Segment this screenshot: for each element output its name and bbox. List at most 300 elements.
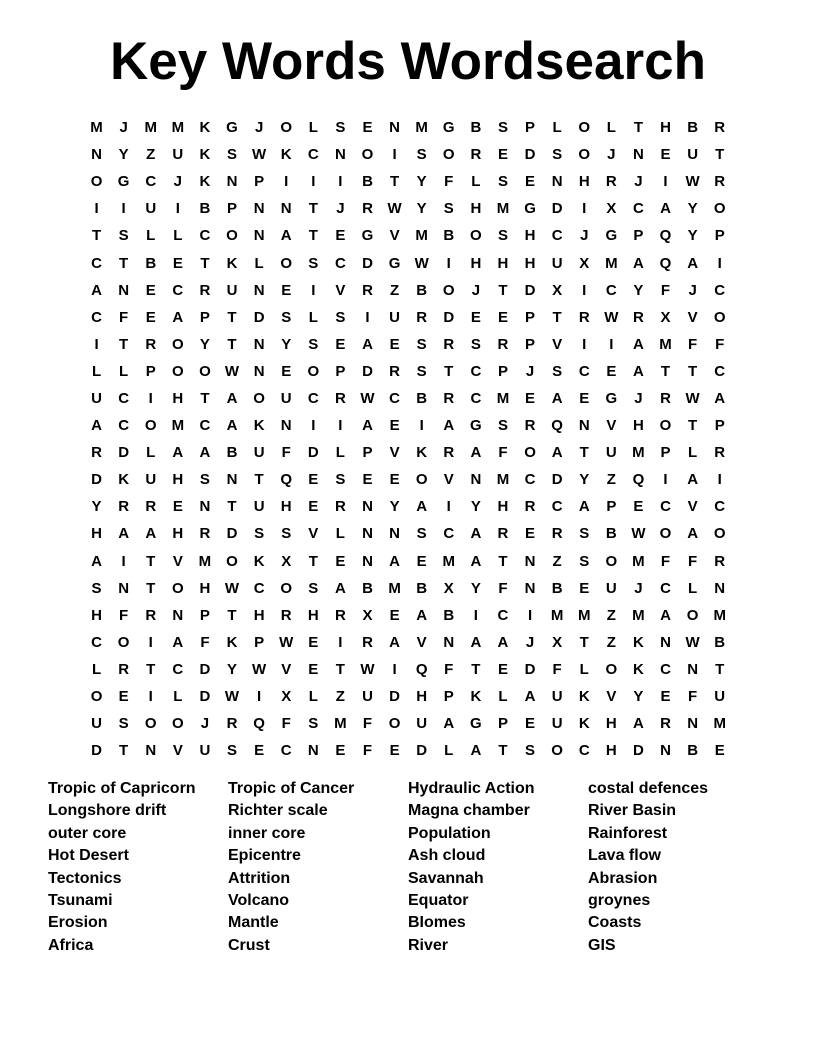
- grid-letter: A: [280, 227, 292, 245]
- grid-letter: R: [145, 335, 157, 353]
- grid-letter: D: [253, 308, 265, 326]
- grid-letter: K: [633, 660, 644, 678]
- grid-letter: W: [387, 200, 402, 218]
- grid-letter: I: [175, 200, 180, 218]
- word-list-item: Coasts: [588, 914, 642, 932]
- grid-letter: A: [443, 417, 455, 435]
- grid-letter: O: [307, 362, 320, 380]
- grid-letter: C: [199, 227, 211, 245]
- grid-letter: I: [446, 254, 451, 272]
- word-list-item: Tropic of Cancer: [228, 780, 355, 797]
- grid-letter: M: [496, 389, 510, 407]
- grid-letter: L: [335, 525, 345, 543]
- grid-letter: W: [252, 146, 267, 164]
- word-list-item: GIS: [588, 936, 616, 954]
- grid-letter: T: [688, 417, 698, 435]
- grid-letter: I: [311, 417, 316, 435]
- grid-letter: A: [389, 552, 400, 570]
- grid-letter: E: [470, 308, 481, 326]
- word-list-item: costal defences: [588, 780, 709, 797]
- word-list-item: Hot Desert: [48, 847, 129, 865]
- grid-letter: Q: [280, 471, 293, 489]
- grid-letter: B: [362, 579, 373, 597]
- grid-letter: K: [470, 688, 482, 706]
- grid-letter: H: [605, 715, 617, 733]
- grid-letter: W: [224, 579, 240, 597]
- word-list: [48, 778, 788, 957]
- grid-letter: F: [660, 281, 671, 299]
- word-list-item: Africa: [48, 936, 94, 954]
- grid-letter: I: [257, 688, 262, 706]
- word-list-item: Attrition: [228, 869, 291, 887]
- grid-letter: C: [578, 362, 590, 380]
- word-list-item: groynes: [588, 891, 651, 909]
- word-list-item: Tropic of Capricorn: [48, 780, 196, 797]
- grid-letter: G: [605, 227, 618, 245]
- grid-letter: H: [578, 173, 590, 191]
- grid-letter: K: [578, 715, 590, 733]
- grid-letter: N: [91, 146, 102, 164]
- grid-letter: U: [91, 715, 102, 733]
- grid-letter: C: [714, 281, 726, 299]
- grid-letter: O: [226, 227, 238, 245]
- grid-letter: K: [199, 119, 211, 137]
- grid-letter: N: [118, 281, 130, 299]
- grid-letter: N: [389, 119, 400, 137]
- grid-letter: E: [525, 525, 536, 543]
- grid-letter: E: [308, 471, 319, 489]
- grid-letter: F: [444, 173, 454, 191]
- grid-letter: I: [582, 281, 587, 299]
- grid-letter: M: [198, 552, 212, 570]
- grid-letter: O: [686, 606, 699, 624]
- grid-letter: D: [91, 471, 102, 489]
- grid-letter: T: [688, 362, 698, 380]
- grid-letter: R: [334, 498, 346, 516]
- grid-letter: E: [118, 688, 129, 706]
- grid-letter: I: [338, 173, 343, 191]
- grid-letter: B: [416, 579, 428, 597]
- grid-letter: Z: [146, 146, 156, 164]
- word-list-item: Abrasion: [588, 869, 658, 887]
- grid-letter: S: [416, 525, 427, 543]
- grid-letter: O: [713, 200, 726, 218]
- grid-letter: L: [308, 688, 318, 706]
- grid-letter: Y: [470, 579, 481, 597]
- grid-letter: V: [687, 498, 698, 516]
- grid-letter: N: [660, 633, 671, 651]
- grid-letter: C: [524, 471, 536, 489]
- grid-letter: U: [551, 254, 563, 272]
- grid-letter: R: [633, 308, 644, 326]
- grid-letter: S: [416, 362, 427, 380]
- grid-letter: H: [524, 254, 536, 272]
- grid-letter: E: [714, 742, 725, 760]
- grid-letter: B: [714, 633, 726, 651]
- word-list-item: Equator: [408, 891, 469, 909]
- grid-letter: H: [253, 606, 265, 624]
- grid-letter: S: [579, 552, 590, 570]
- grid-letter: K: [633, 633, 644, 651]
- grid-letter: Y: [199, 335, 210, 353]
- grid-letter: B: [416, 389, 428, 407]
- grid-letter: A: [416, 606, 428, 624]
- grid-letter: J: [525, 362, 535, 380]
- grid-letter: M: [415, 119, 428, 137]
- grid-letter: G: [524, 200, 536, 218]
- grid-letter: N: [226, 471, 238, 489]
- grid-letter: H: [605, 742, 617, 760]
- grid-letter: M: [334, 715, 347, 733]
- grid-letter: D: [91, 742, 102, 760]
- grid-letter: N: [199, 498, 211, 516]
- grid-letter: X: [281, 688, 292, 706]
- grid-letter: L: [471, 173, 481, 191]
- grid-letter: M: [713, 606, 726, 624]
- grid-letter: U: [714, 688, 726, 706]
- grid-letter: Z: [606, 633, 616, 651]
- grid-letter: C: [334, 254, 346, 272]
- grid-letter: I: [419, 417, 424, 435]
- grid-letter: N: [253, 227, 265, 245]
- grid-letter: U: [253, 444, 265, 462]
- grid-letter: A: [524, 688, 536, 706]
- grid-letter: O: [280, 254, 293, 272]
- grid-letter: R: [389, 362, 400, 380]
- grid-letter: W: [414, 254, 429, 272]
- grid-letter: A: [470, 742, 482, 760]
- grid-letter: C: [307, 389, 319, 407]
- grid-letter: S: [308, 254, 319, 272]
- grid-letter: R: [226, 715, 238, 733]
- grid-letter: A: [470, 525, 482, 543]
- grid-letter: E: [579, 579, 590, 597]
- grid-letter: E: [335, 742, 346, 760]
- grid-letter: A: [660, 606, 671, 624]
- grid-letter: J: [688, 281, 697, 299]
- grid-letter: J: [525, 633, 535, 651]
- grid-letter: R: [443, 389, 455, 407]
- grid-letter: K: [416, 444, 428, 462]
- grid-letter: D: [362, 362, 373, 380]
- grid-letter: V: [281, 660, 292, 678]
- grid-letter: J: [580, 227, 589, 245]
- grid-letter: F: [281, 715, 291, 733]
- grid-letter: U: [551, 688, 563, 706]
- grid-letter: G: [470, 715, 482, 733]
- grid-letter: N: [524, 552, 536, 570]
- word-list-item: outer core: [48, 824, 127, 842]
- grid-letter: T: [200, 254, 210, 272]
- grid-letter: U: [253, 498, 265, 516]
- grid-letter: T: [633, 119, 643, 137]
- grid-letter: D: [524, 146, 536, 164]
- grid-letter: W: [360, 660, 375, 678]
- grid-letter: V: [308, 525, 319, 543]
- grid-letter: D: [226, 525, 238, 543]
- grid-letter: E: [362, 471, 373, 489]
- grid-letter: A: [687, 525, 699, 543]
- grid-letter: D: [524, 281, 536, 299]
- grid-letter: Y: [416, 200, 427, 218]
- grid-letter: P: [145, 362, 156, 380]
- grid-letter: R: [334, 389, 346, 407]
- grid-letter: I: [527, 606, 533, 624]
- grid-letter: X: [552, 633, 563, 651]
- grid-letter: Y: [118, 146, 129, 164]
- grid-letter: Z: [335, 688, 345, 706]
- grid-letter: P: [443, 688, 454, 706]
- grid-letter: N: [172, 606, 184, 624]
- grid-letter: I: [582, 335, 587, 353]
- grid-letter: E: [633, 498, 644, 516]
- grid-letter: M: [442, 552, 456, 570]
- grid-letter: O: [605, 660, 618, 678]
- grid-letter: O: [578, 119, 591, 137]
- grid-letter: O: [524, 444, 536, 462]
- grid-letter: A: [687, 254, 699, 272]
- grid-letter: F: [688, 335, 698, 353]
- grid-letter: F: [362, 715, 373, 733]
- grid-letter: N: [253, 362, 265, 380]
- grid-letter: R: [443, 335, 455, 353]
- grid-letter: B: [470, 119, 482, 137]
- grid-letter: C: [578, 742, 590, 760]
- grid-letter: J: [200, 715, 210, 733]
- grid-letter: M: [550, 606, 564, 624]
- grid-letter: I: [148, 389, 153, 407]
- grid-letter: R: [334, 606, 346, 624]
- grid-letter: E: [254, 742, 265, 760]
- grid-letter: H: [470, 200, 482, 218]
- grid-letter: H: [307, 606, 319, 624]
- grid-letter: T: [146, 552, 156, 570]
- grid-letter: I: [311, 173, 316, 191]
- grid-letter: K: [118, 471, 130, 489]
- grid-letter: H: [660, 119, 671, 137]
- grid-letter: I: [121, 552, 126, 570]
- grid-letter: L: [146, 444, 156, 462]
- grid-letter: R: [145, 498, 157, 516]
- grid-letter: T: [146, 579, 156, 597]
- grid-letter: S: [335, 308, 346, 326]
- grid-letter: T: [552, 308, 562, 326]
- grid-letter: C: [470, 389, 482, 407]
- grid-letter: X: [552, 281, 563, 299]
- grid-letter: C: [172, 281, 184, 299]
- grid-letter: P: [660, 444, 671, 462]
- grid-letter: B: [687, 119, 699, 137]
- grid-letter: G: [470, 417, 482, 435]
- grid-letter: M: [496, 200, 510, 218]
- grid-letter: F: [688, 688, 698, 706]
- grid-letter: I: [94, 335, 99, 353]
- grid-letter: K: [253, 552, 265, 570]
- grid-letter: C: [91, 254, 102, 272]
- grid-letter: F: [281, 444, 291, 462]
- grid-letter: V: [606, 417, 617, 435]
- word-list-item: inner core: [228, 824, 306, 842]
- grid-letter: I: [609, 335, 614, 353]
- grid-letter: U: [226, 281, 238, 299]
- grid-letter: D: [199, 660, 211, 678]
- grid-letter: C: [551, 498, 563, 516]
- grid-letter: S: [470, 335, 481, 353]
- grid-letter: T: [308, 552, 318, 570]
- grid-letter: T: [91, 227, 102, 245]
- grid-letter: A: [362, 417, 373, 435]
- grid-letter: U: [199, 742, 211, 760]
- grid-letter: A: [172, 633, 184, 651]
- grid-letter: O: [659, 417, 672, 435]
- grid-letter: L: [444, 742, 454, 760]
- grid-letter: M: [713, 715, 726, 733]
- grid-letter: Y: [470, 498, 481, 516]
- grid-letter: S: [281, 525, 292, 543]
- grid-letter: R: [362, 633, 373, 651]
- grid-letter: T: [389, 173, 400, 191]
- grid-letter: X: [579, 254, 590, 272]
- grid-letter: B: [551, 579, 563, 597]
- grid-letter: O: [144, 417, 157, 435]
- grid-letter: A: [551, 389, 563, 407]
- grid-letter: C: [714, 362, 726, 380]
- grid-letter: M: [632, 444, 645, 462]
- grid-letter: S: [335, 119, 346, 137]
- grid-letter: B: [226, 444, 238, 462]
- grid-letter: V: [606, 688, 617, 706]
- grid-letter: E: [660, 688, 671, 706]
- grid-letter: Y: [633, 688, 644, 706]
- grid-letter: H: [470, 254, 482, 272]
- grid-letter: P: [497, 715, 508, 733]
- grid-letter: K: [199, 173, 211, 191]
- grid-letter: H: [497, 498, 509, 516]
- grid-letter: W: [685, 633, 700, 651]
- grid-letter: R: [714, 444, 726, 462]
- grid-letter: T: [715, 660, 725, 678]
- grid-letter: O: [90, 173, 103, 191]
- grid-letter: O: [171, 362, 184, 380]
- grid-letter: R: [362, 281, 373, 299]
- grid-letter: B: [443, 606, 455, 624]
- grid-letter: D: [443, 308, 455, 326]
- grid-letter: Y: [281, 335, 292, 353]
- grid-letter: F: [119, 606, 129, 624]
- grid-letter: B: [416, 281, 428, 299]
- grid-letter: Y: [416, 173, 427, 191]
- word-list-item: Tsunami: [48, 891, 113, 909]
- grid-letter: P: [335, 362, 346, 380]
- grid-letter: A: [470, 633, 482, 651]
- grid-letter: W: [631, 525, 646, 543]
- grid-letter: H: [172, 471, 184, 489]
- grid-letter: M: [90, 119, 103, 137]
- grid-letter: M: [171, 417, 185, 435]
- grid-letter: R: [497, 525, 509, 543]
- grid-letter: V: [687, 308, 698, 326]
- grid-letter: A: [578, 498, 590, 516]
- grid-letter: L: [552, 119, 562, 137]
- grid-letter: Z: [606, 606, 616, 624]
- grid-letter: O: [605, 552, 618, 570]
- grid-letter: T: [227, 335, 237, 353]
- grid-letter: D: [416, 742, 428, 760]
- grid-letter: J: [634, 173, 643, 191]
- grid-letter: A: [226, 389, 238, 407]
- grid-letter: A: [91, 552, 102, 570]
- grid-letter: T: [119, 335, 129, 353]
- grid-letter: H: [172, 525, 184, 543]
- grid-letter: T: [308, 200, 318, 218]
- grid-letter: M: [496, 471, 510, 489]
- grid-letter: B: [443, 227, 455, 245]
- grid-letter: M: [171, 119, 185, 137]
- grid-letter: E: [497, 146, 508, 164]
- grid-letter: W: [604, 308, 619, 326]
- grid-letter: I: [717, 471, 722, 489]
- grid-letter: V: [552, 335, 563, 353]
- grid-letter: U: [91, 389, 102, 407]
- grid-letter: L: [498, 688, 508, 706]
- grid-letter: W: [685, 173, 700, 191]
- grid-letter: S: [227, 146, 238, 164]
- grid-letter: Y: [687, 227, 698, 245]
- grid-letter: S: [308, 579, 319, 597]
- grid-letter: R: [714, 552, 726, 570]
- grid-letter: X: [362, 606, 373, 624]
- grid-letter: J: [634, 579, 643, 597]
- word-list-item: Volcano: [228, 891, 290, 909]
- grid-letter: E: [525, 173, 536, 191]
- grid-letter: I: [392, 660, 397, 678]
- grid-letter: Q: [415, 660, 428, 678]
- grid-letter: F: [498, 444, 508, 462]
- grid-letter: R: [497, 335, 509, 353]
- grid-letter: K: [280, 146, 292, 164]
- grid-letter: H: [280, 498, 292, 516]
- grid-letter: U: [551, 715, 563, 733]
- word-list-item: BIomes: [408, 914, 466, 932]
- grid-letter: S: [91, 579, 102, 597]
- grid-letter: U: [416, 715, 428, 733]
- grid-letter: P: [714, 227, 725, 245]
- grid-letter: S: [254, 525, 265, 543]
- grid-letter: T: [200, 389, 210, 407]
- grid-letter: S: [552, 362, 563, 380]
- word-list-item: Ash cloud: [408, 847, 486, 865]
- grid-letter: K: [578, 688, 590, 706]
- grid-letter: R: [524, 498, 536, 516]
- grid-letter: C: [497, 606, 509, 624]
- grid-letter: E: [145, 308, 156, 326]
- grid-letter: H: [633, 417, 644, 435]
- grid-letter: Q: [659, 254, 672, 272]
- grid-letter: F: [444, 660, 454, 678]
- grid-letter: I: [148, 688, 153, 706]
- grid-letter: Q: [659, 227, 672, 245]
- grid-letter: A: [687, 471, 699, 489]
- grid-letter: H: [199, 579, 211, 597]
- grid-letter: E: [525, 389, 536, 407]
- grid-letter: E: [335, 552, 346, 570]
- grid-letter: C: [660, 579, 671, 597]
- grid-letter: E: [308, 498, 319, 516]
- grid-letter: A: [416, 498, 428, 516]
- grid-letter: E: [497, 308, 508, 326]
- grid-letter: U: [145, 471, 157, 489]
- grid-letter: R: [714, 119, 726, 137]
